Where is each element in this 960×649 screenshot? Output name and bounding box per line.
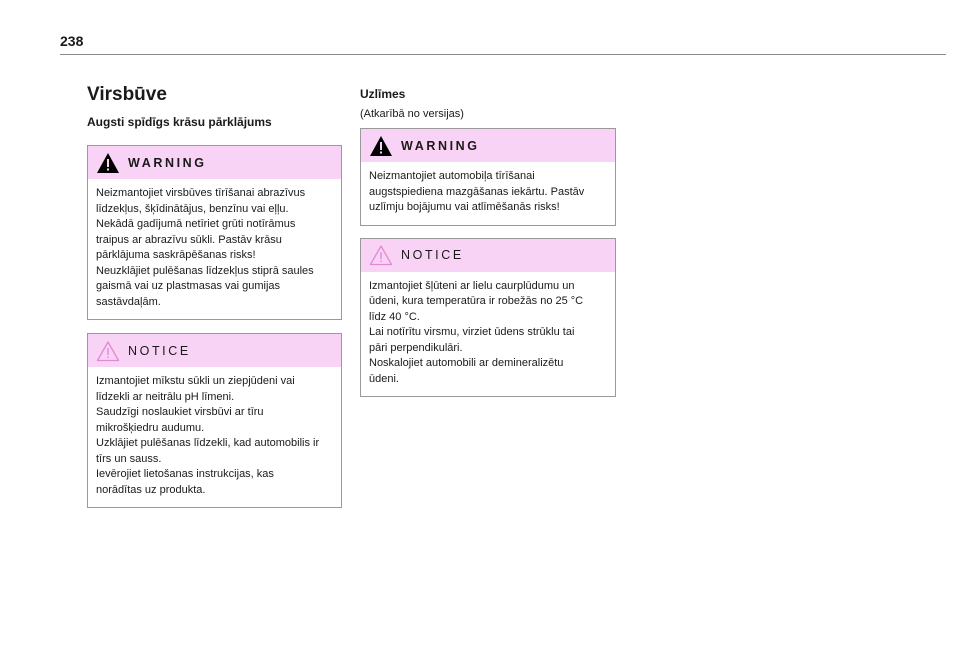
warning-line: augstspiediena mazgāšanas iekārtu. Pastāv bbox=[369, 185, 585, 198]
notice-line: Lai notīrītu virsmu, virziet ūdens strūklu tai bbox=[369, 326, 575, 338]
notice-line: ūdeni. bbox=[369, 372, 399, 385]
notice-line: Uzklājiet pulēšanas līdzekli, kad automobilis ir bbox=[96, 437, 320, 449]
header-rule bbox=[60, 54, 946, 55]
notice-box-header bbox=[88, 334, 341, 367]
notice-box bbox=[87, 333, 342, 508]
section-title: Uzlīmes bbox=[360, 87, 406, 101]
warning-box-header bbox=[88, 146, 341, 179]
notice-box-body bbox=[88, 367, 341, 507]
right-column bbox=[360, 84, 616, 397]
left-column bbox=[87, 84, 342, 508]
notice-label: NOTICE bbox=[401, 248, 464, 262]
warning-triangle-icon bbox=[96, 152, 120, 174]
notice-line: Izmantojiet mīkstu sūkli un ziepjūdeni vai bbox=[96, 375, 295, 387]
warning-box bbox=[87, 145, 342, 320]
notice-box-header bbox=[361, 239, 615, 272]
warning-label: WARNING bbox=[128, 155, 207, 170]
warning-triangle-icon bbox=[369, 135, 393, 157]
warning-box-header bbox=[361, 129, 615, 162]
warning-line: traipus ar abrazīvu sūkli. Pastāv krāsu bbox=[96, 233, 282, 246]
notice-line: norādītas uz produkta. bbox=[96, 483, 206, 496]
section-title: Virsbūve bbox=[87, 84, 167, 105]
warning-line: uzlīmju bojājumu vai atlīmēšanās risks! bbox=[369, 201, 560, 213]
notice-line: līdz 40 °C. bbox=[369, 310, 420, 323]
warning-box-body bbox=[361, 162, 615, 225]
notice-line: ūdeni, kura temperatūra ir robežās no 25 °C bbox=[369, 295, 584, 307]
warning-line: Nekādā gadījumā netīriet grūti notīrāmus bbox=[96, 218, 296, 230]
notice-triangle-icon bbox=[96, 340, 120, 362]
notice-box bbox=[360, 238, 616, 398]
notice-line: tīrs un sauss. bbox=[96, 452, 162, 465]
notice-line: pāri perpendikulāri. bbox=[369, 341, 463, 354]
warning-line: Neizmantojiet automobiļa tīrīšanai bbox=[369, 170, 535, 182]
section-subtitle: Augsti spīdīgs krāsu pārklājums bbox=[87, 115, 272, 129]
notice-box-body bbox=[361, 272, 615, 397]
section-subtitle: (Atkarībā no versijas) bbox=[360, 108, 464, 120]
notice-line: Noskalojiet automobili ar demineralizētu bbox=[369, 357, 564, 369]
notice-line: Ievērojiet lietošanas instrukcijas, kas bbox=[96, 468, 274, 480]
warning-box-body bbox=[88, 179, 341, 319]
notice-line: līdzekli ar neitrālu pH līmeni. bbox=[96, 390, 235, 403]
notice-label: NOTICE bbox=[128, 343, 191, 358]
warning-box bbox=[360, 128, 616, 226]
notice-line: Izmantojiet šļūteni ar lielu caurplūdumu un bbox=[369, 279, 575, 292]
warning-line: Neuzklājiet pulēšanas līdzekļus stiprā saules bbox=[96, 264, 314, 277]
warning-line: līdzekļus, šķīdinātājus, benzīnu vai eļļu. bbox=[96, 202, 289, 215]
notice-line: Saudzīgi noslaukiet virsbūvi ar tīru bbox=[96, 406, 264, 418]
notice-triangle-icon bbox=[369, 244, 393, 266]
warning-label: WARNING bbox=[401, 138, 480, 153]
notice-line: mikrošķiedru audumu. bbox=[96, 421, 205, 434]
warning-line: gaismā vai uz plastmasas vai gumijas bbox=[96, 280, 281, 292]
warning-line: pārklājuma saskrāpēšanas risks! bbox=[96, 249, 256, 261]
warning-line: Neizmantojiet virsbūves tīrīšanai abrazīvus bbox=[96, 187, 306, 199]
warning-line: sastāvdaļām. bbox=[96, 295, 161, 308]
page-number: 238 bbox=[60, 33, 84, 49]
